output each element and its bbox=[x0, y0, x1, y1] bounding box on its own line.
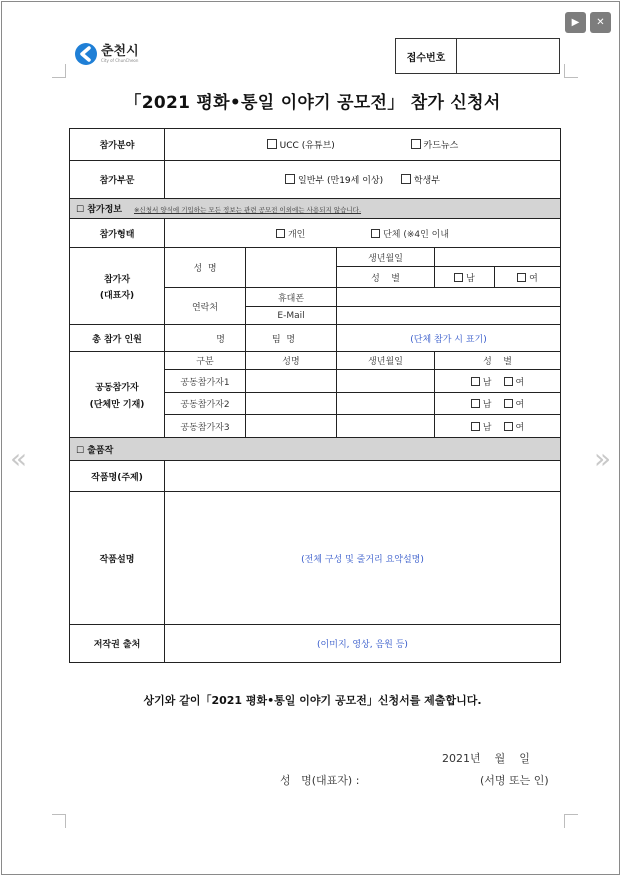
cardnews-checkbox[interactable] bbox=[411, 139, 421, 149]
prev-page-arrow[interactable] bbox=[10, 442, 27, 475]
co-birth-input[interactable] bbox=[337, 415, 435, 438]
next-page-arrow[interactable] bbox=[594, 442, 611, 475]
field-label: 참가분야 bbox=[70, 129, 165, 161]
email-input[interactable] bbox=[337, 307, 561, 325]
applicant-row-1 bbox=[70, 248, 561, 267]
crop-mark bbox=[564, 64, 578, 78]
birth-label: 생년월일 bbox=[337, 248, 435, 267]
col-name: 성명 bbox=[246, 352, 337, 370]
phone-label: 휴대폰 bbox=[246, 288, 337, 307]
crop-mark bbox=[52, 814, 66, 828]
close-button[interactable] bbox=[590, 12, 611, 33]
logo-name: 춘천시 bbox=[101, 43, 139, 59]
crop-mark bbox=[564, 814, 578, 828]
page-title: 「2021 평화•통일 이야기 공모전」 참가 신청서 bbox=[124, 93, 501, 113]
female-label: 여 bbox=[515, 400, 525, 410]
co-gender-options bbox=[435, 370, 561, 393]
receipt-label: 접수번호 bbox=[396, 39, 457, 73]
male-option bbox=[435, 267, 495, 288]
co-header-row bbox=[70, 352, 561, 370]
date-line: 2021년 월 일 bbox=[442, 752, 530, 765]
co-row-label: 공동참가자3 bbox=[165, 415, 246, 438]
next-button[interactable] bbox=[565, 12, 586, 33]
copyright-row bbox=[70, 625, 561, 663]
total-row bbox=[70, 325, 561, 352]
receipt-number-box bbox=[395, 38, 560, 74]
email-label: E-Mail bbox=[246, 307, 337, 325]
work-title-label: 작품명(주제) bbox=[70, 461, 165, 492]
team-label: 팀 명 bbox=[246, 325, 337, 352]
info-note: ※신청서 양식에 기입하는 모든 정보는 관련 공모전 이외에는 사용되지 않습니다. bbox=[133, 206, 362, 214]
co-name-input[interactable] bbox=[246, 415, 337, 438]
male-label: 남 bbox=[482, 377, 492, 388]
female-label: 여 bbox=[529, 273, 538, 284]
sign-hint: (서명 또는 인) bbox=[480, 774, 549, 787]
student-checkbox[interactable] bbox=[401, 174, 411, 184]
applicant-name-input[interactable] bbox=[246, 248, 337, 288]
female-label: 여 bbox=[515, 377, 525, 388]
type-row bbox=[70, 219, 561, 248]
male-checkbox[interactable] bbox=[454, 273, 463, 282]
female-option bbox=[495, 267, 561, 288]
female-checkbox[interactable] bbox=[504, 399, 513, 408]
col-division: 구분 bbox=[165, 352, 246, 370]
phone-input[interactable] bbox=[337, 288, 561, 307]
co-label-line2: (단체만 기재) bbox=[89, 399, 145, 410]
application-form bbox=[69, 128, 561, 663]
copyright-input[interactable] bbox=[165, 625, 561, 663]
co-birth-input[interactable] bbox=[337, 393, 435, 415]
team-name-field[interactable] bbox=[337, 325, 561, 352]
work-section-header: ☐ 출품작 bbox=[70, 438, 561, 461]
female-checkbox[interactable] bbox=[504, 377, 513, 386]
work-desc-hint: (전체 구성 및 줄거리 요약설명) bbox=[301, 554, 424, 565]
male-checkbox[interactable] bbox=[471, 399, 480, 408]
type-label: 참가형태 bbox=[70, 219, 165, 248]
co-row-label: 공동참가자1 bbox=[165, 370, 246, 393]
document-page bbox=[1, 1, 620, 875]
ucc-checkbox[interactable] bbox=[267, 139, 277, 149]
individual-option-label: 개인 bbox=[287, 229, 306, 240]
student-option-label: 학생부 bbox=[413, 176, 440, 186]
gender-label: 성 별 bbox=[337, 267, 435, 288]
city-logo bbox=[74, 42, 139, 66]
work-desc-row bbox=[70, 492, 561, 625]
division-options bbox=[165, 161, 561, 199]
male-checkbox[interactable] bbox=[471, 377, 480, 386]
logo-sub: City of ChunCheon bbox=[101, 57, 139, 63]
ucc-option-label: UCC (유튜브) bbox=[279, 141, 335, 151]
work-desc-label: 작품설명 bbox=[70, 492, 165, 625]
count-field[interactable] bbox=[165, 325, 246, 352]
applicant-label-line1: 참가자 bbox=[103, 274, 131, 285]
division-row bbox=[70, 161, 561, 199]
contact-label: 연락처 bbox=[165, 288, 246, 325]
male-label: 남 bbox=[482, 422, 492, 433]
work-section-row bbox=[70, 438, 561, 461]
co-row-label: 공동참가자2 bbox=[165, 393, 246, 415]
group-checkbox[interactable] bbox=[371, 229, 380, 238]
col-birth: 생년월일 bbox=[337, 352, 435, 370]
division-label: 참가부문 bbox=[70, 161, 165, 199]
team-hint: (단체 참가 시 표기) bbox=[410, 334, 487, 345]
chuncheon-logo-icon bbox=[74, 42, 98, 66]
copyright-label: 저작권 출처 bbox=[70, 625, 165, 663]
co-name-input[interactable] bbox=[246, 393, 337, 415]
applicant-label bbox=[70, 248, 165, 325]
copyright-hint: (이미지, 영상, 음원 등) bbox=[317, 640, 408, 650]
play-icon: ▶ bbox=[571, 17, 580, 28]
female-checkbox[interactable] bbox=[504, 422, 513, 431]
chevron-left-icon: « bbox=[10, 442, 28, 475]
close-icon: ✕ bbox=[596, 17, 605, 28]
group-option-label: 단체 (※4인 이내 bbox=[383, 229, 450, 240]
applicant-birth-input[interactable] bbox=[435, 248, 561, 267]
info-section-title: ☐ 참가정보 bbox=[76, 205, 122, 215]
individual-checkbox[interactable] bbox=[276, 229, 285, 238]
work-desc-input[interactable] bbox=[165, 492, 561, 625]
info-section-row bbox=[70, 199, 561, 219]
general-option-label: 일반부 (만19세 이상) bbox=[298, 176, 384, 186]
submission-statement: 상기와 같이「2021 평화•통일 이야기 공모전」신청서를 제출합니다. bbox=[143, 694, 482, 707]
applicant-label-line2: (대표자) bbox=[99, 290, 135, 301]
field-row bbox=[70, 129, 561, 161]
field-options bbox=[165, 129, 561, 161]
crop-mark bbox=[52, 64, 66, 78]
work-title-row bbox=[70, 461, 561, 492]
co-gender-options bbox=[435, 415, 561, 438]
sign-label: 성 명(대표자) : bbox=[280, 774, 360, 787]
cardnews-option-label: 카드뉴스 bbox=[423, 141, 459, 151]
male-label: 남 bbox=[466, 273, 475, 284]
total-label: 총 참가 인원 bbox=[70, 325, 165, 352]
receipt-value[interactable] bbox=[457, 39, 559, 73]
type-options bbox=[165, 219, 561, 248]
name-label: 성 명 bbox=[165, 248, 246, 288]
male-label: 남 bbox=[482, 400, 492, 410]
general-checkbox[interactable] bbox=[285, 174, 295, 184]
male-checkbox[interactable] bbox=[471, 422, 480, 431]
co-participant-label bbox=[70, 352, 165, 438]
col-gender: 성 별 bbox=[435, 352, 561, 370]
co-birth-input[interactable] bbox=[337, 370, 435, 393]
female-label: 여 bbox=[515, 422, 525, 433]
info-section-header bbox=[70, 199, 561, 219]
female-checkbox[interactable] bbox=[517, 273, 526, 282]
work-title-input[interactable] bbox=[165, 461, 561, 492]
co-label-line1: 공동참가자 bbox=[95, 382, 139, 393]
chevron-right-icon: » bbox=[594, 442, 612, 475]
co-name-input[interactable] bbox=[246, 370, 337, 393]
co-gender-options bbox=[435, 393, 561, 415]
count-unit: 명 bbox=[216, 334, 225, 345]
